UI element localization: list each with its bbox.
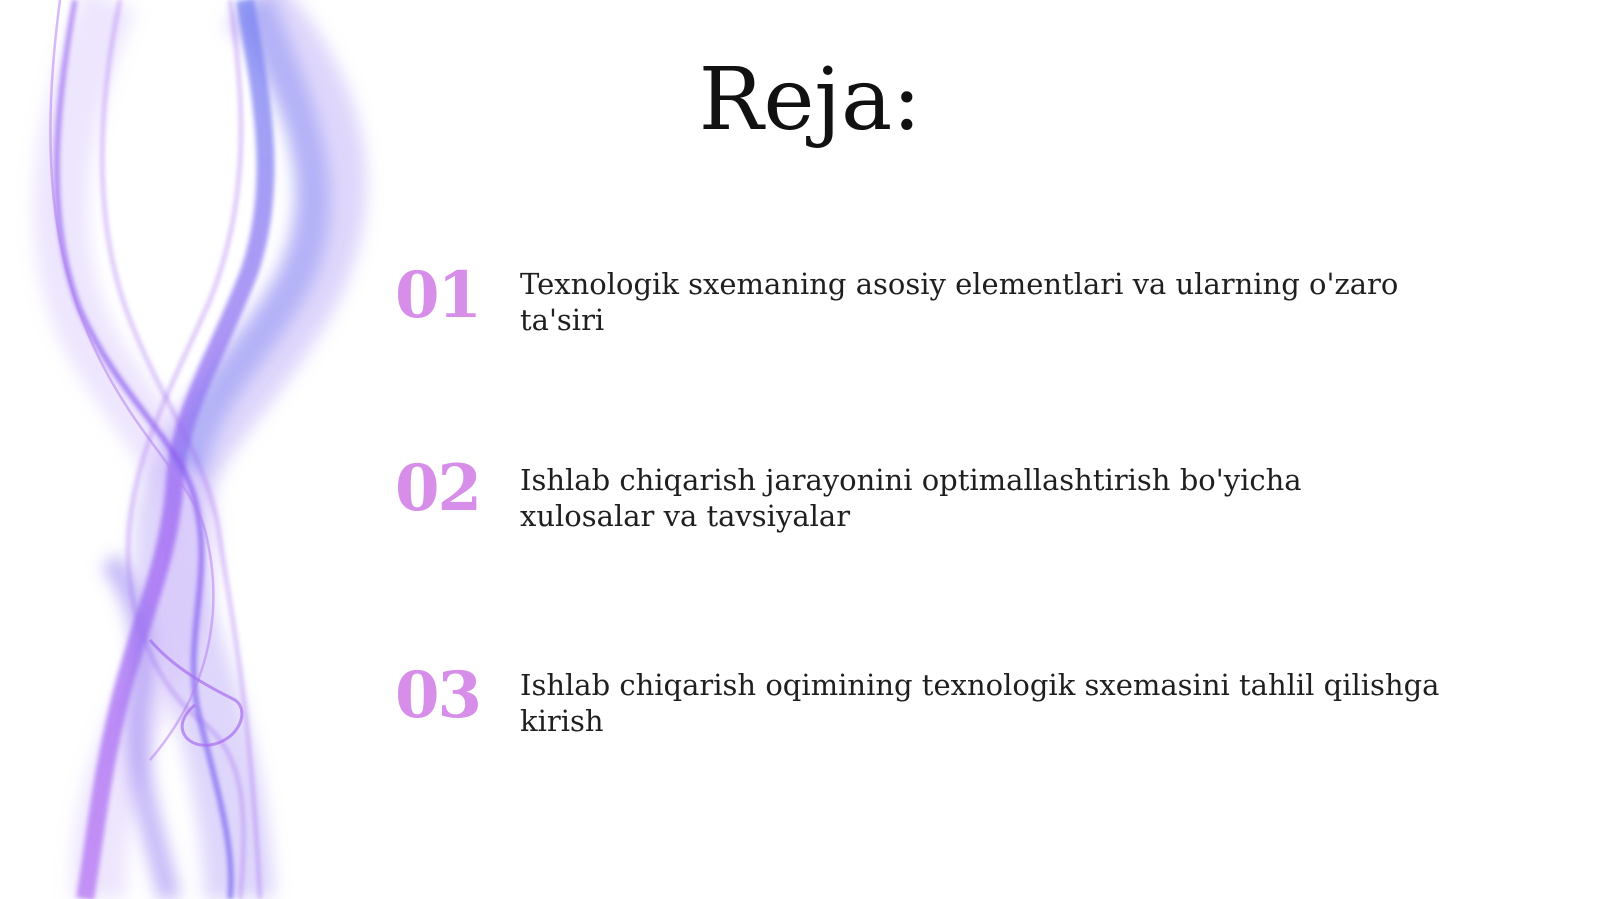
agenda-item-number: 03 [395, 658, 481, 733]
agenda-item [395, 449, 1455, 559]
agenda-item-number: 02 [395, 451, 481, 526]
agenda-item-text: Texnologik sxemaning asosiy elementlari va ularning o'zaro ta'siri [520, 267, 1399, 337]
agenda-item-number: 01 [395, 258, 481, 333]
agenda-item-text: Ishlab chiqarish jarayonini optimallashtirish bo'yicha xulosalar va tavsiyalar [520, 463, 1302, 533]
agenda-item [395, 656, 1455, 766]
agenda-item-text: Ishlab chiqarish oqimining texnologik sxemasini tahlil qilishga kirish [520, 668, 1440, 738]
slide-title: Reja: [698, 50, 922, 150]
purple-smoke-decoration [0, 0, 400, 899]
agenda-item [395, 256, 1455, 366]
